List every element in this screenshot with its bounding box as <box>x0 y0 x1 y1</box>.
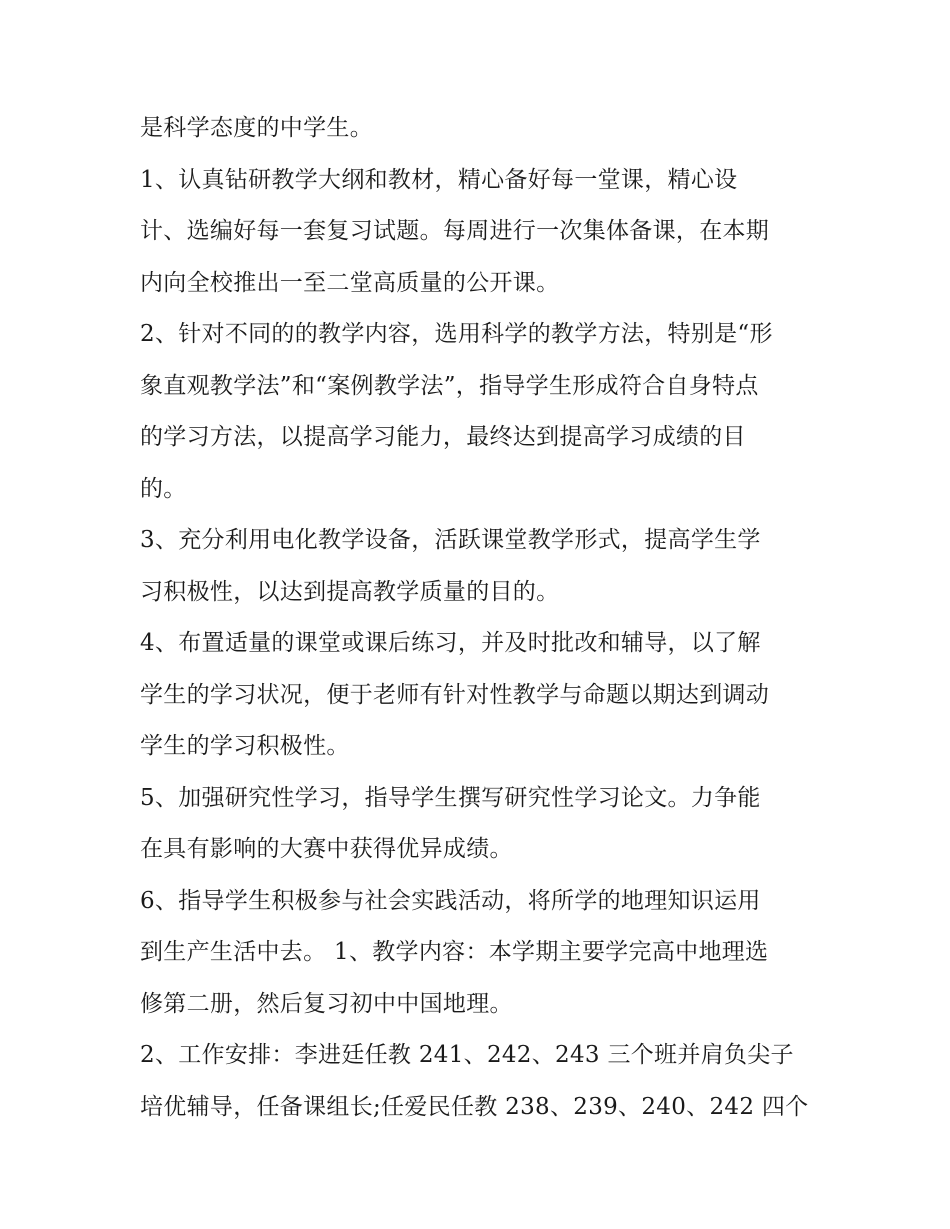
text-line: 计、选编好每一套复习试题。每周进行一次集体备课，在本期 <box>140 218 770 244</box>
text-line: 到生产生活中去。 1、教学内容：本学期主要学完高中地理选 <box>140 939 769 965</box>
text-line: 学生的学习积极性。 <box>140 733 350 759</box>
body-text <box>140 103 820 1133</box>
text-line: 的学习方法，以提高学习能力，最终达到提高学习成绩的目 <box>140 424 746 450</box>
text-line: 学生的学习状况，便于老师有针对性教学与命题以期达到调动 <box>140 681 770 708</box>
text-line: 在具有影响的大赛中获得优异成绩。 <box>140 836 513 862</box>
text-line: 内向全校推出一至二堂高质量的公开课。 <box>140 269 560 296</box>
text-line: 3、充分利用电化教学设备，活跃课堂教学形式，提高学生学 <box>140 527 761 553</box>
text-line: 2、工作安排：李进廷任教 241、242、243 三个班并肩负尖子 <box>140 1042 794 1068</box>
text-line: 象直观教学法”和“案例教学法”，指导学生形成符合自身特点 <box>140 372 759 399</box>
text-line: 6、指导学生积极参与社会实践活动，将所学的地理知识运用 <box>140 887 761 914</box>
text-line: 2、针对不同的的教学内容，选用科学的教学方法，特别是“形 <box>140 321 773 347</box>
text-line: 修第二册，然后复习初中中国地理。 <box>140 990 513 1017</box>
text-line: 是科学态度的中学生。 <box>140 115 373 141</box>
text-line: 5、加强研究性学习，指导学生撰写研究性学习论文。力争能 <box>140 784 761 811</box>
text-line: 的。 <box>140 475 187 502</box>
text-line: 1、认真钻研教学大纲和教材，精心备好每一堂课，精心设 <box>140 166 738 193</box>
text-line: 4、布置适量的课堂或课后练习，并及时批改和辅导，以了解 <box>140 630 761 656</box>
text-line: 习积极性，以达到提高教学质量的目的。 <box>140 578 560 605</box>
text-line: 培优辅导，任备课组长;任爱民任教 238、239、240、242 四个 <box>140 1093 809 1120</box>
